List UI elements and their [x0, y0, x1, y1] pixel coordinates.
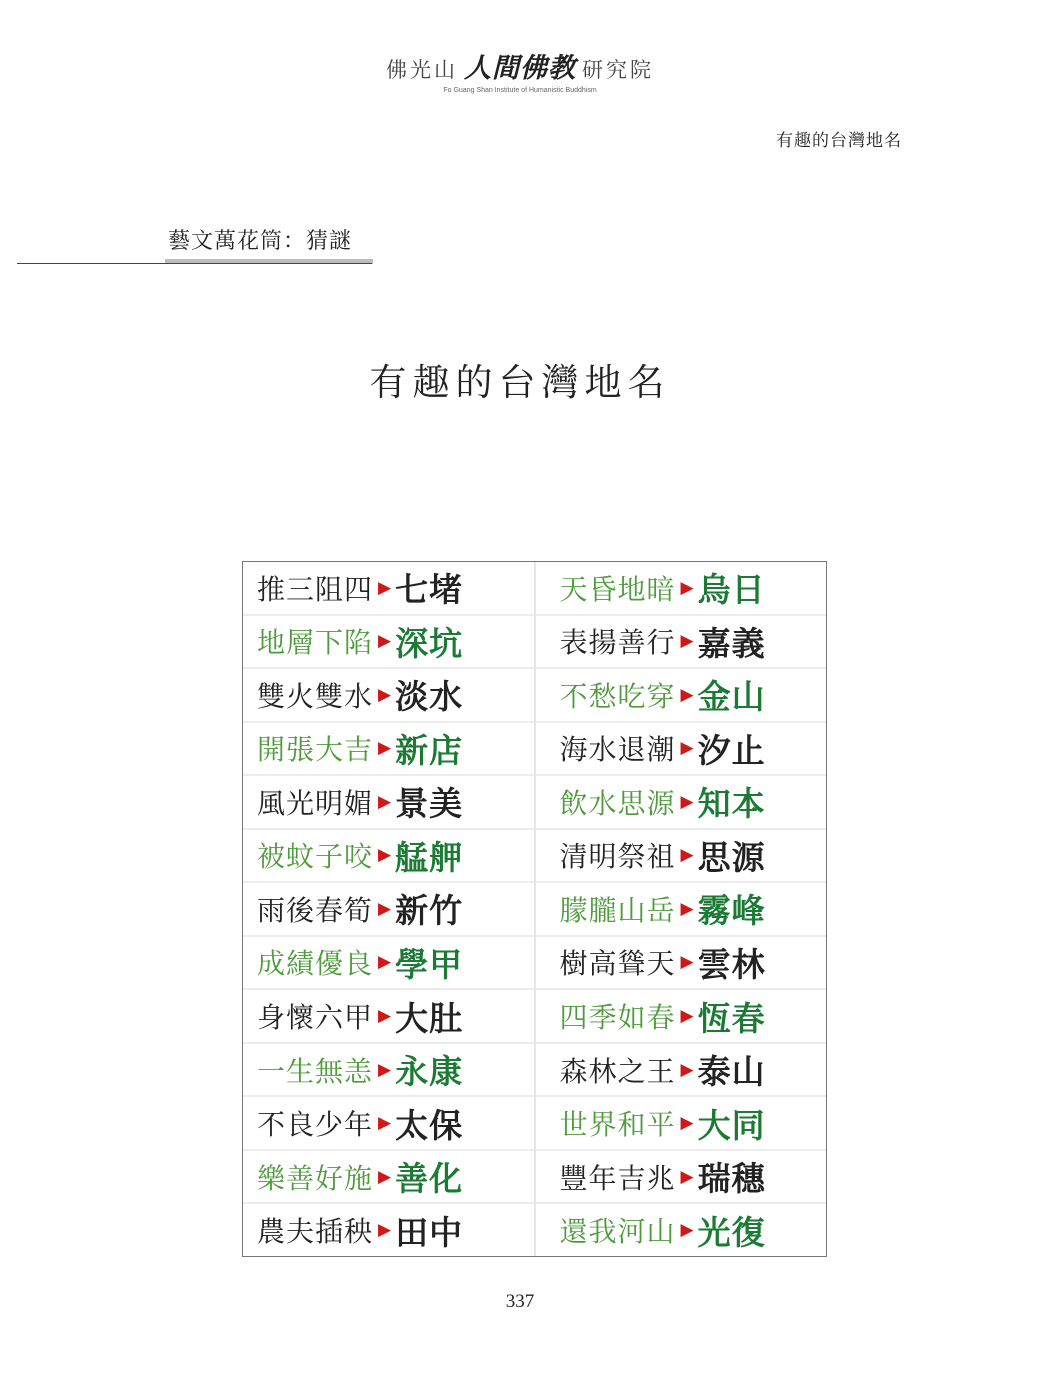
riddle-answer: 學甲	[395, 944, 464, 984]
riddle-row	[536, 616, 827, 670]
arrow-right-icon: ▶	[680, 577, 694, 598]
arrow-right-icon: ▶	[680, 738, 694, 759]
riddle-row	[243, 723, 534, 777]
arrow-right-icon: ▶	[378, 684, 392, 705]
arrow-right-icon: ▶	[680, 1059, 694, 1080]
riddle-row	[536, 669, 827, 723]
riddle-row	[243, 1151, 534, 1205]
riddle-row	[243, 990, 534, 1044]
arrow-right-icon: ▶	[378, 1059, 392, 1080]
arrow-right-icon: ▶	[378, 791, 392, 812]
riddle-column-right	[536, 562, 827, 1256]
page-number: 337	[505, 1291, 535, 1312]
arrow-right-icon: ▶	[680, 1113, 694, 1134]
riddle-row	[536, 723, 827, 777]
riddle-clue: 表揚善行	[559, 626, 676, 660]
riddle-clue: 海水退潮	[559, 733, 676, 767]
riddle-answer: 新店	[395, 730, 464, 770]
riddle-clue: 農夫插秧	[257, 1215, 374, 1249]
riddle-row	[243, 776, 534, 830]
riddle-clue: 被蚊子咬	[257, 840, 374, 874]
arrow-right-icon: ▶	[680, 684, 694, 705]
arrow-right-icon: ▶	[680, 952, 694, 973]
arrow-right-icon: ▶	[378, 898, 392, 919]
riddle-row	[536, 1097, 827, 1151]
riddle-answer: 太保	[395, 1105, 464, 1145]
arrow-right-icon: ▶	[378, 1113, 392, 1134]
riddle-row	[243, 669, 534, 723]
riddle-answer: 金山	[697, 677, 766, 717]
arrow-right-icon: ▶	[680, 898, 694, 919]
riddle-clue: 推三阻四	[257, 572, 374, 606]
running-header: 有趣的台灣地名	[776, 131, 902, 151]
section-label: 藝文萬花筒：猜謎	[168, 229, 353, 254]
riddle-answer: 雲林	[697, 944, 766, 984]
riddle-clue: 朦朧山岳	[559, 893, 676, 927]
riddle-clue: 還我河山	[559, 1215, 676, 1249]
riddle-clue: 四季如春	[559, 1001, 676, 1035]
riddle-answer: 泰山	[697, 1052, 766, 1092]
riddle-clue: 豐年吉兆	[559, 1161, 676, 1195]
riddle-clue: 風光明媚	[257, 786, 374, 820]
riddle-answer: 知本	[697, 784, 766, 824]
arrow-right-icon: ▶	[680, 845, 694, 866]
riddle-row	[536, 883, 827, 937]
riddle-answer: 烏日	[697, 570, 766, 610]
riddle-answer: 艋舺	[395, 837, 464, 877]
riddle-clue: 樂善好施	[257, 1161, 374, 1195]
page-title: 有趣的台灣地名	[369, 361, 671, 404]
riddle-clue: 不愁吃穿	[559, 679, 676, 713]
logo-english-name: Fo Guang Shan Institute of Humanistic Buddhism	[443, 87, 597, 94]
riddle-row	[243, 1044, 534, 1098]
arrow-right-icon: ▶	[378, 952, 392, 973]
riddle-clue: 不良少年	[257, 1108, 374, 1142]
riddle-answer: 善化	[395, 1159, 464, 1199]
riddle-row	[536, 562, 827, 616]
riddle-answer: 汐止	[697, 730, 766, 770]
arrow-right-icon: ▶	[680, 1006, 694, 1027]
logo-brand: 人間佛教	[464, 53, 576, 84]
riddle-clue: 身懷六甲	[257, 1001, 374, 1035]
arrow-right-icon: ▶	[378, 1220, 392, 1241]
riddle-clue: 世界和平	[559, 1108, 676, 1142]
riddle-clue: 一生無恙	[257, 1054, 374, 1088]
arrow-right-icon: ▶	[378, 738, 392, 759]
arrow-right-icon: ▶	[680, 791, 694, 812]
riddle-clue: 天昏地暗	[559, 572, 676, 606]
riddle-answer: 大肚	[395, 998, 464, 1038]
logo-wordmark	[0, 46, 1040, 85]
riddle-clue: 成績優良	[257, 947, 374, 981]
riddle-clue: 雙火雙水	[257, 679, 374, 713]
riddle-answer: 深坑	[395, 623, 464, 663]
riddle-answer: 新竹	[395, 891, 464, 931]
riddle-row	[243, 616, 534, 670]
riddle-row	[536, 990, 827, 1044]
arrow-right-icon: ▶	[378, 1006, 392, 1027]
riddle-clue: 清明祭祖	[559, 840, 676, 874]
arrow-right-icon: ▶	[378, 1166, 392, 1187]
riddle-answer: 大同	[697, 1105, 766, 1145]
riddle-row	[536, 937, 827, 991]
riddle-row	[243, 883, 534, 937]
section-divider	[17, 263, 372, 264]
riddle-answer: 淡水	[395, 677, 464, 717]
riddle-row	[243, 937, 534, 991]
institute-logo	[0, 46, 1040, 94]
riddle-answer: 田中	[395, 1212, 464, 1252]
riddle-answer: 嘉義	[697, 623, 766, 663]
riddle-clue: 地層下陷	[257, 626, 374, 660]
arrow-right-icon: ▶	[680, 1166, 694, 1187]
riddle-answer: 恆春	[697, 998, 766, 1038]
riddle-column-left	[243, 562, 536, 1256]
riddle-row	[243, 562, 534, 616]
riddle-row	[536, 830, 827, 884]
riddle-clue: 雨後春筍	[257, 893, 374, 927]
arrow-right-icon: ▶	[378, 845, 392, 866]
riddle-clue: 開張大吉	[257, 733, 374, 767]
riddle-answer: 思源	[697, 837, 766, 877]
arrow-right-icon: ▶	[378, 577, 392, 598]
riddle-answer: 景美	[395, 784, 464, 824]
logo-suffix: 研究院	[582, 58, 654, 82]
arrow-right-icon: ▶	[680, 631, 694, 652]
riddle-clue: 樹高聳天	[559, 947, 676, 981]
riddle-row	[536, 776, 827, 830]
riddle-row	[536, 1044, 827, 1098]
riddle-answer: 霧峰	[697, 891, 766, 931]
riddle-answer: 瑞穗	[697, 1159, 766, 1199]
riddle-row	[536, 1151, 827, 1205]
arrow-right-icon: ▶	[378, 631, 392, 652]
riddle-answer: 光復	[697, 1212, 766, 1252]
riddle-clue: 森林之王	[559, 1054, 676, 1088]
riddle-row	[243, 1204, 534, 1256]
riddle-row	[243, 830, 534, 884]
riddle-table	[242, 561, 827, 1257]
riddle-answer: 永康	[395, 1052, 464, 1092]
riddle-row	[536, 1204, 827, 1256]
riddle-clue: 飲水思源	[559, 786, 676, 820]
riddle-answer: 七堵	[395, 570, 464, 610]
riddle-row	[243, 1097, 534, 1151]
arrow-right-icon: ▶	[680, 1220, 694, 1241]
logo-prefix: 佛光山	[386, 58, 458, 82]
